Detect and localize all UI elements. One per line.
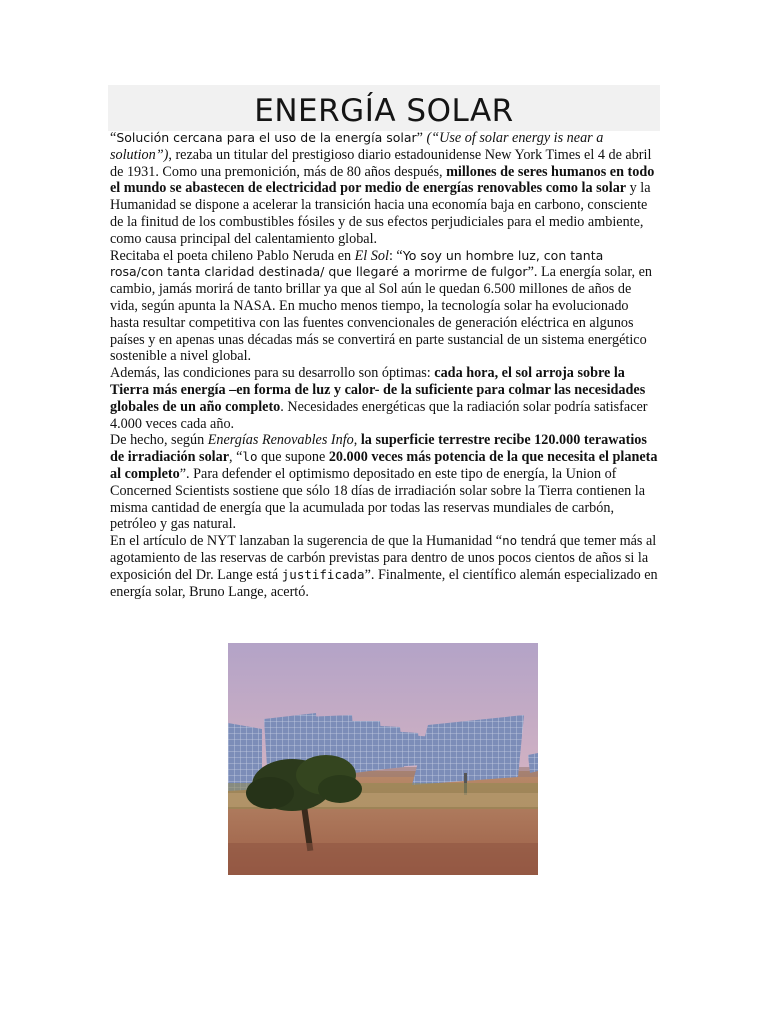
- p4-text-b: ,: [353, 432, 361, 449]
- paragraph-1: [110, 130, 660, 248]
- tree-canopy: [246, 777, 294, 809]
- p3-bold-a: cada hora, el sol arroja sobre la Tierra más energía –en forma de luz y calor- de la suficiente para colmar las necesidades globales de un año completo: [110, 365, 646, 415]
- p5-text-c: ”. Finalmente, el científico alemán especializado en energía solar, Bruno Lange, acertó.: [110, 566, 658, 600]
- p1-text-b: y la Humanidad se dispone a acelerar la transición hacia una economía baja en carbono, consciente de la finitud de los combustibles fósiles y de sus efectos perjudiciales para el medio ambiente, como causa principal del calentamiento global.: [110, 180, 651, 247]
- paragraph-5: [110, 533, 660, 600]
- p2-text-a: Recitaba el poeta chileno Pablo Neruda en: [110, 247, 355, 264]
- paragraph-4: [110, 432, 660, 533]
- p1-open-quote: “: [110, 130, 117, 146]
- p4-text-e: ”. Para defender el optimismo depositado en este tipo de energía, la Union of Concerned Scientists sostiene que sólo 18 días de irradiación solar sobre la Tierra contienen la misma cantidad de energía que la acumulada por todas las reservas mundiales de carbón, petróleo y gas natural.: [110, 465, 646, 533]
- p4-bold-a: la superficie terrestre recibe 120.000 terawatios de irradiación solar: [110, 432, 647, 466]
- p4-source: Energías Renovables Info: [207, 432, 354, 449]
- p4-mono-a: lo: [242, 449, 258, 465]
- p3-text-a: Además, las condiciones para su desarrollo son óptimas:: [110, 365, 435, 382]
- p1-text-a: rezaba un titular del prestigioso diario estadounidense New York Times el 4 de abril de 1931. Como una premonición, más de 80 años después,: [110, 146, 652, 180]
- p5-text-a: En el artículo de NYT lanzaban la sugerencia de que la Humanidad “: [110, 533, 503, 550]
- p4-text-a: De hecho, según: [110, 432, 208, 449]
- tree-canopy: [318, 775, 362, 803]
- p4-text-c: , “: [229, 449, 243, 466]
- p2-text-b: : “: [388, 247, 403, 264]
- solar-farm-illustration: [228, 643, 538, 875]
- p1-close-quote: ”: [416, 130, 427, 146]
- p5-text-b: tendrá que temer más al agotamiento de las reservas de carbón previstas para dentro de unos pocos cientos de años si la exposición del Dr. Lange está: [110, 533, 657, 583]
- p4-text-d: que supone: [257, 449, 329, 466]
- page-title: ENERGÍA SOLAR: [254, 93, 514, 129]
- paragraph-3: [110, 365, 660, 432]
- p1-quote-es: Solución cercana para el uso de la energía solar: [116, 130, 417, 145]
- p4-bold-b: 20.000 veces más potencia de la que necesita el planeta al completo: [110, 449, 658, 482]
- paragraph-2: [110, 248, 660, 366]
- p2-text-c: ”. La energía solar, en cambio, jamás morirá de tanto brillar ya que al Sol aún le quedan 6.500 millones de años de vida, según apunta la NASA. En mucho menos tiempo, la tecnología solar ha evolucionado hasta resultar competitiva con las fuentes convencionales de generación eléctrica en algunos países y en apenas unas décadas más se convertirá en parte sustancial de un sistema energético sostenible a nivel global.: [110, 264, 652, 365]
- article-body: [110, 130, 660, 600]
- soil: [228, 843, 538, 875]
- p3-text-b: . Necesidades energéticas que la radiación solar podría satisfacer 4.000 veces cada año.: [110, 398, 648, 432]
- solar-panel: [412, 715, 524, 785]
- p5-mono-b: justificada: [281, 566, 365, 582]
- p1-bold-a: millones de seres humanos en todo el mundo se abastecen de electricidad por medio de energías renovables como la solar: [110, 163, 655, 197]
- p2-book: El Sol: [354, 247, 389, 264]
- p1-quote-en: (“Use of solar energy is near a solution”): [110, 130, 604, 163]
- p2-quote: Yo soy un hombre luz, con tanta rosa/con tanta claridad destinada/ que llegaré a morirme de fulgor: [110, 247, 604, 280]
- solar-farm-photo: [228, 643, 538, 875]
- p1-comma: ,: [168, 146, 172, 163]
- p5-mono-a: no: [502, 533, 518, 549]
- title-bar: [108, 85, 660, 131]
